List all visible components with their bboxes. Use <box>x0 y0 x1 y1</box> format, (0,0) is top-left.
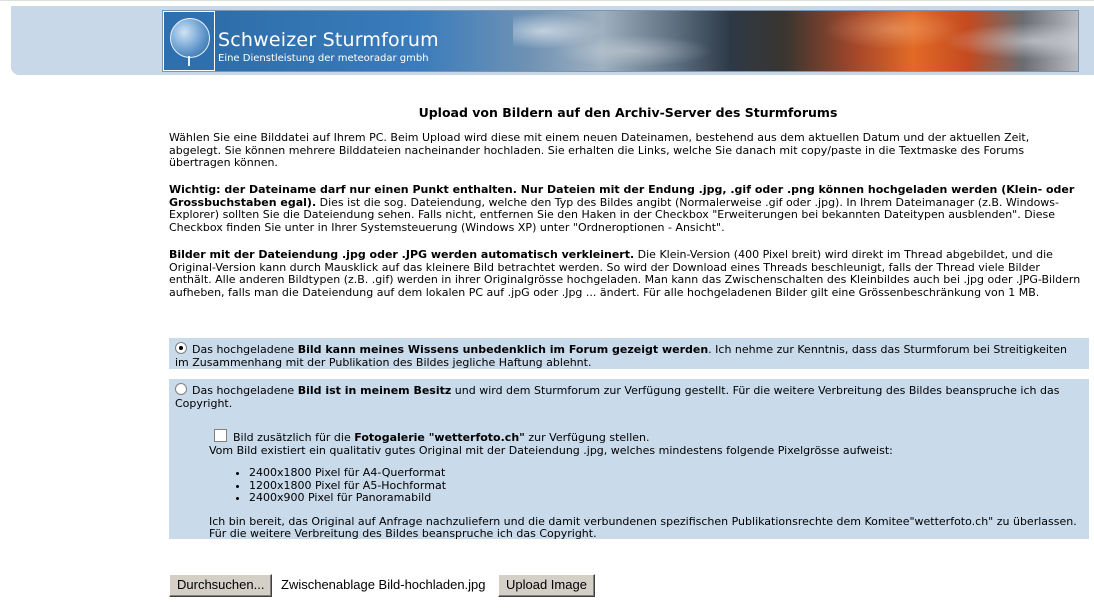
option-owned-box <box>169 379 1089 539</box>
gallery-requirement: Vom Bild existiert ein qualitativ gutes Original mit der Dateiendung .jpg, welches mindestens folgende Pixelgrösse aufweist: <box>209 443 893 457</box>
site-subtitle: Eine Dienstleistung der meteoradar gmbh <box>218 53 429 64</box>
filename-rules-bold: Wichtig: der Dateiname darf nur einen Punkt enthalten. Nur Dateien mit der Endung .jpg, .gif oder .png können hochgeladen werden (Klein- oder Grossbuchstaben egal). <box>169 183 1075 209</box>
gallery-checkbox[interactable] <box>214 429 227 442</box>
resize-bold: Bilder mit der Dateiendung .jpg oder .JPG werden automatisch verkleinert. <box>169 248 635 261</box>
site-title: Schweizer Sturmforum <box>218 29 439 51</box>
filename-rules-text: Dies ist die sog. Dateiendung, welche den Typ des Bildes angibt (Normalerweise .gif oder .jpg). In Ihrem Dateimanager (z.B. Windows-Explorer) sollten Sie die Dateiendung sehen. Falls nicht, entfernen Sie den Haken in der Checkbox "Erweiterungen bei bekannten Dateitypen ausblenden". Diese Checkbox finden Sie unter in Ihrer Systemsteuerung (Windows XP) unter "Ordneroptionen - Ansicht". <box>169 195 1059 234</box>
filename-rules-paragraph <box>169 184 1081 234</box>
option-owned-pre: Das hochgeladene <box>192 384 298 397</box>
resize-paragraph <box>169 249 1081 299</box>
gallery-post: zur Verfügung stellen. <box>524 431 650 444</box>
globe-icon <box>170 18 210 58</box>
gallery-line <box>209 429 1083 445</box>
size-item: • 1200x1800 Pixel für A5-Hochformat <box>249 480 1083 493</box>
gallery-bold: Fotogalerie "wetterfoto.ch" <box>354 431 525 444</box>
globe-logo-icon <box>163 11 215 71</box>
option-safe-bold: Bild kann meines Wissens unbedenklich im Forum gezeigt werden <box>297 343 709 356</box>
browse-button[interactable]: Durchsuchen... <box>169 574 272 597</box>
gallery-closing: Ich bin bereit, das Original auf Anfrage nachzuliefern und die damit verbundenen spezifischen Publikationsrechte dem Komitee"wetterfoto.ch" zu überlassen. Für die weitere Verbreitung des Bildes beanspruche ich das Copyright. <box>209 514 1077 540</box>
option-safe-post: . Ich nehme zur Kenntnis, dass das Sturmforum bei Streitigkeiten im Zusammenhang mit der Publikation des Bildes jegliche Haftung ablehnt. <box>175 343 1067 369</box>
resize-text: Die Klein-Version (400 Pixel breit) wird direkt im Thread abgebildet, und die Original-Version kann durch Mausklick auf das kleinere Bild betrachtet werden. So wird der Download eines Threads beschleunigt, falls der Thread viele Bilder enthält. Alle anderen Bildtypen (z.B. .gif) werden in ihrer Originalgrösse hochgeladen. Man kann das Zwischenschalten des Kleinbildes auch bei .jpg oder .JPG-Bildern aufheben, falls man die Dateiendung auf dem lokalen PC auf .jpG oder .Jpg ... ändert. Für alle hochgeladenen Bilder gilt eine Grössenbeschränkung von 1 MB. <box>169 248 1081 299</box>
option-owned-radio[interactable] <box>175 383 187 395</box>
option-owned-text <box>175 383 1083 410</box>
upload-image-button[interactable]: Upload Image <box>498 574 595 597</box>
page-title: Upload von Bildern auf den Archiv-Server des Sturmforums <box>418 105 838 120</box>
option-owned-bold: Bild ist in meinem Besitz <box>297 384 452 397</box>
option-safe-box <box>169 338 1089 369</box>
size-item: • 2400x900 Pixel für Panoramabild <box>249 492 1083 505</box>
option-safe-radio[interactable] <box>175 342 187 354</box>
intro-paragraph: Wählen Sie eine Bilddatei auf Ihrem PC. Beim Upload wird diese mit einem neuen Dateinamen, bestehend aus dem aktuellen Datum und der aktuellen Zeit, abgelegt. Sie können mehrere Bilddateien nacheinander hochladen. Sie erhalten die Links, welche Sie danach mit copy/paste in die Textmaske des Forums übertragen können. <box>169 131 1030 169</box>
banner-storm-image <box>513 11 1078 71</box>
gallery-section <box>209 429 1083 541</box>
size-item: • 2400x1800 Pixel für A4-Querformat <box>249 467 1083 480</box>
option-owned-post: und wird dem Sturmforum zur Verfügung gestellt. Für die weitere Verbreitung des Bildes beanspruche ich das Copyright. <box>175 384 1060 410</box>
gallery-pre: Bild zusätzlich für die <box>233 431 355 444</box>
selected-file-name: Zwischenablage Bild-hochladen.jpg <box>281 577 486 592</box>
option-safe-pre: Das hochgeladene <box>192 343 298 356</box>
size-list <box>231 467 1083 505</box>
top-line <box>0 0 1094 1</box>
site-banner[interactable] <box>162 10 1079 72</box>
